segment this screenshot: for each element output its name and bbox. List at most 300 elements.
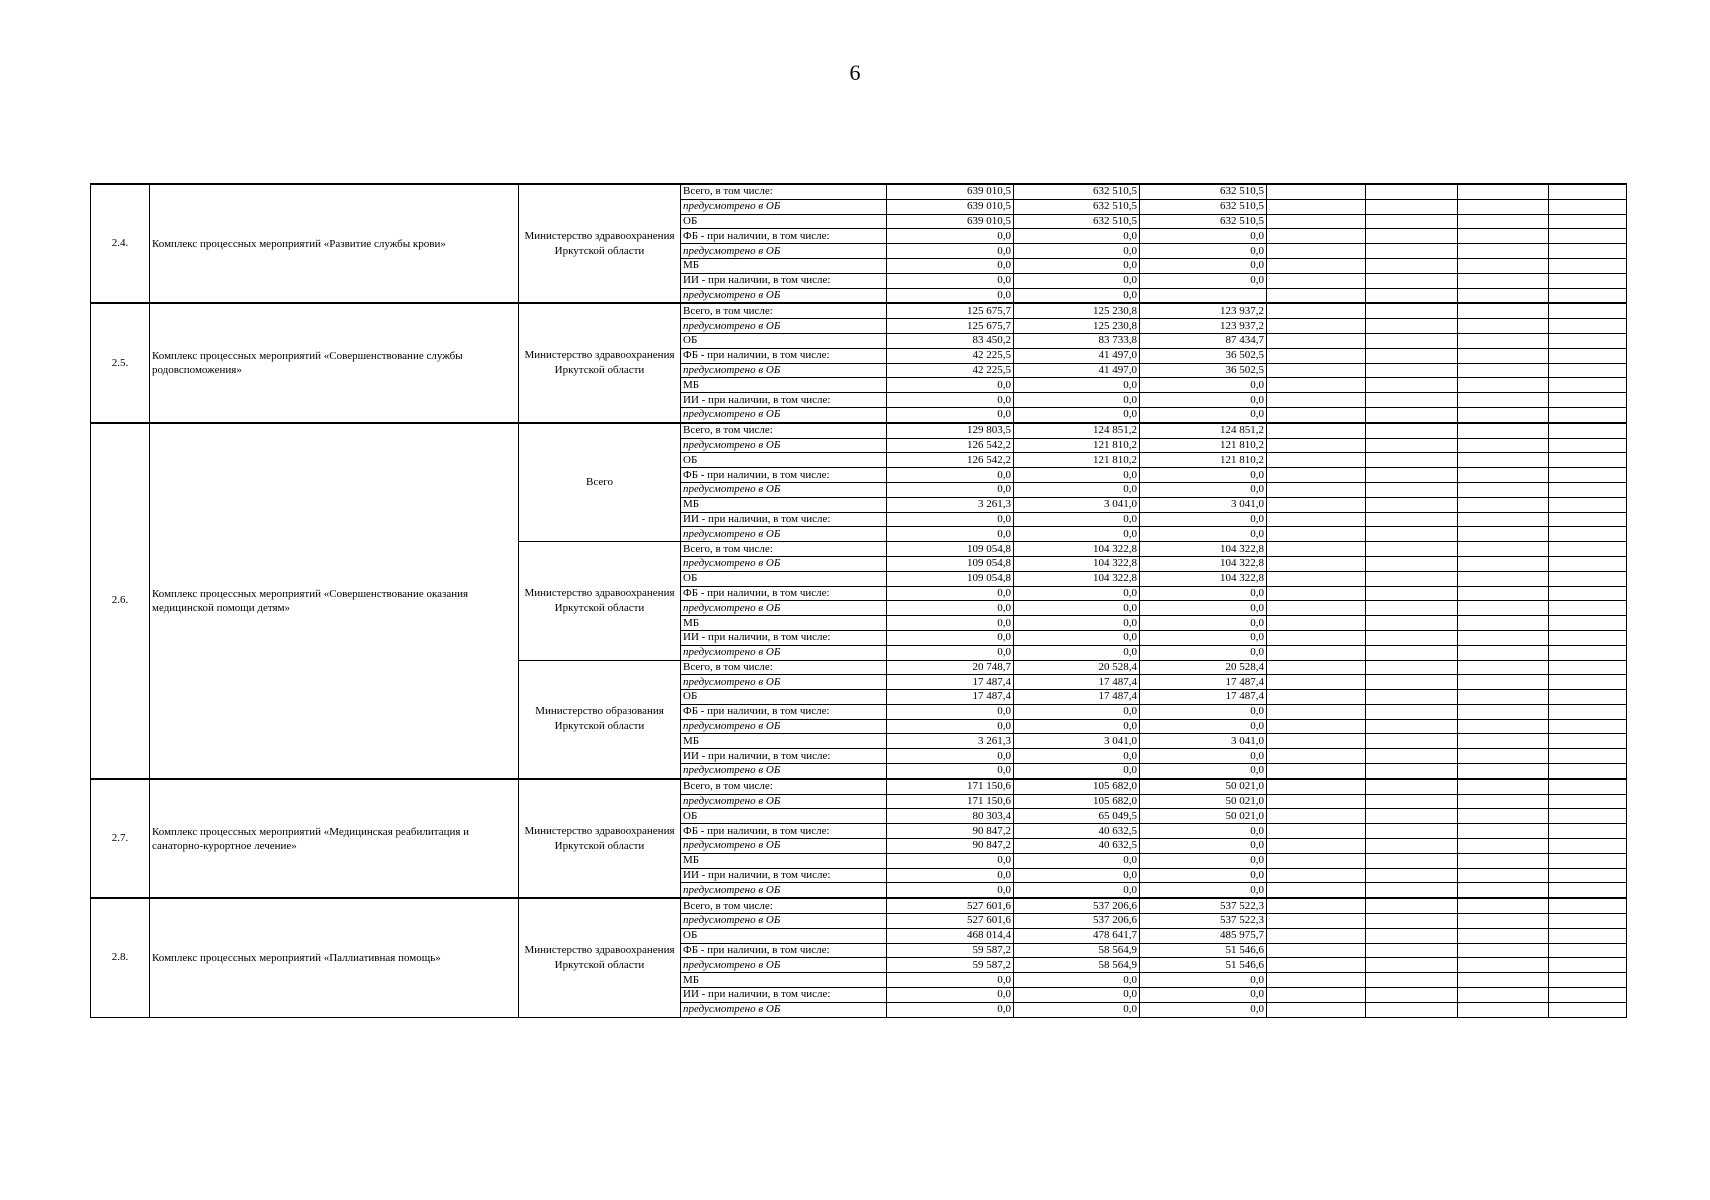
value-year-1: 0,0 — [887, 1002, 1014, 1017]
value-year-3: 17 487,4 — [1140, 690, 1267, 705]
empty-cell — [1267, 988, 1366, 1003]
empty-cell — [1549, 868, 1627, 883]
empty-cell — [1458, 378, 1549, 393]
value-year-1: 0,0 — [887, 868, 1014, 883]
empty-cell — [1549, 1002, 1627, 1017]
value-year-1: 0,0 — [887, 749, 1014, 764]
funding-source-label: ФБ - при наличии, в том числе: — [681, 824, 887, 839]
value-year-1: 3 261,3 — [887, 734, 1014, 749]
value-year-2: 105 682,0 — [1014, 794, 1140, 809]
table-row — [91, 898, 1627, 913]
value-year-3: 537 522,3 — [1140, 898, 1267, 913]
empty-cell — [1267, 438, 1366, 453]
empty-cell — [1267, 660, 1366, 675]
empty-cell — [1458, 883, 1549, 898]
value-year-3: 0,0 — [1140, 229, 1267, 244]
value-year-2: 0,0 — [1014, 586, 1140, 601]
value-year-3: 0,0 — [1140, 468, 1267, 483]
empty-cell — [1458, 393, 1549, 408]
value-year-2: 632 510,5 — [1014, 199, 1140, 214]
empty-cell — [1366, 690, 1458, 705]
value-year-2: 40 632,5 — [1014, 824, 1140, 839]
empty-cell — [1549, 704, 1627, 719]
value-year-3: 0,0 — [1140, 645, 1267, 660]
value-year-1: 126 542,2 — [887, 438, 1014, 453]
funding-source-label: МБ — [681, 734, 887, 749]
empty-cell — [1366, 839, 1458, 854]
funding-source-label: ФБ - при наличии, в том числе: — [681, 229, 887, 244]
value-year-3: 104 322,8 — [1140, 542, 1267, 557]
funding-source-label: предусмотрено в ОБ — [681, 244, 887, 259]
value-year-2: 0,0 — [1014, 601, 1140, 616]
value-year-3: 0,0 — [1140, 883, 1267, 898]
empty-cell — [1549, 199, 1627, 214]
funding-source-label: предусмотрено в ОБ — [681, 764, 887, 779]
empty-cell — [1549, 214, 1627, 229]
empty-cell — [1458, 958, 1549, 973]
value-year-1: 639 010,5 — [887, 184, 1014, 199]
empty-cell — [1549, 363, 1627, 378]
funding-source-label: ОБ — [681, 453, 887, 468]
value-year-3: 0,0 — [1140, 616, 1267, 631]
empty-cell — [1458, 468, 1549, 483]
empty-cell — [1549, 586, 1627, 601]
empty-cell — [1458, 556, 1549, 571]
value-year-3: 51 546,6 — [1140, 943, 1267, 958]
value-year-3: 121 810,2 — [1140, 438, 1267, 453]
empty-cell — [1549, 914, 1627, 929]
empty-cell — [1549, 556, 1627, 571]
empty-cell — [1267, 914, 1366, 929]
executor-name: Министерство образования Иркутской области — [519, 660, 681, 779]
value-year-1: 171 150,6 — [887, 794, 1014, 809]
empty-cell — [1458, 988, 1549, 1003]
empty-cell — [1549, 407, 1627, 422]
value-year-2: 0,0 — [1014, 868, 1140, 883]
empty-cell — [1549, 749, 1627, 764]
value-year-2: 125 230,8 — [1014, 303, 1140, 318]
value-year-2: 0,0 — [1014, 704, 1140, 719]
value-year-1: 468 014,4 — [887, 928, 1014, 943]
value-year-2: 0,0 — [1014, 883, 1140, 898]
empty-cell — [1458, 809, 1549, 824]
empty-cell — [1458, 704, 1549, 719]
empty-cell — [1549, 512, 1627, 527]
value-year-3: 0,0 — [1140, 586, 1267, 601]
empty-cell — [1267, 586, 1366, 601]
empty-cell — [1366, 734, 1458, 749]
value-year-3: 485 975,7 — [1140, 928, 1267, 943]
value-year-3: 0,0 — [1140, 704, 1267, 719]
empty-cell — [1458, 914, 1549, 929]
table-row — [91, 184, 1627, 199]
value-year-1: 0,0 — [887, 616, 1014, 631]
funding-source-label: предусмотрено в ОБ — [681, 363, 887, 378]
empty-cell — [1267, 497, 1366, 512]
value-year-1: 527 601,6 — [887, 914, 1014, 929]
value-year-3: 0,0 — [1140, 482, 1267, 497]
empty-cell — [1549, 883, 1627, 898]
section-name: Комплекс процессных мероприятий «Совершенствование оказания медицинской помощи детям» — [150, 423, 519, 779]
empty-cell — [1549, 675, 1627, 690]
value-year-2: 0,0 — [1014, 273, 1140, 288]
empty-cell — [1458, 764, 1549, 779]
value-year-3: 0,0 — [1140, 244, 1267, 259]
empty-cell — [1267, 423, 1366, 438]
empty-cell — [1458, 824, 1549, 839]
funding-source-label: ФБ - при наличии, в том числе: — [681, 586, 887, 601]
value-year-1: 0,0 — [887, 853, 1014, 868]
budget-table — [90, 183, 1627, 1018]
value-year-2: 0,0 — [1014, 764, 1140, 779]
empty-cell — [1549, 958, 1627, 973]
empty-cell — [1458, 794, 1549, 809]
section-number: 2.5. — [91, 303, 150, 422]
empty-cell — [1267, 378, 1366, 393]
empty-cell — [1366, 779, 1458, 794]
executor-name: Министерство здравоохранения Иркутской области — [519, 898, 681, 1017]
empty-cell — [1458, 527, 1549, 542]
funding-source-label: предусмотрено в ОБ — [681, 883, 887, 898]
empty-cell — [1458, 734, 1549, 749]
value-year-3: 0,0 — [1140, 393, 1267, 408]
value-year-3 — [1140, 288, 1267, 303]
empty-cell — [1366, 288, 1458, 303]
table-row — [91, 779, 1627, 794]
empty-cell — [1267, 556, 1366, 571]
empty-cell — [1366, 883, 1458, 898]
value-year-3: 0,0 — [1140, 630, 1267, 645]
empty-cell — [1458, 690, 1549, 705]
empty-cell — [1458, 868, 1549, 883]
empty-cell — [1366, 303, 1458, 318]
value-year-1: 80 303,4 — [887, 809, 1014, 824]
funding-source-label: предусмотрено в ОБ — [681, 288, 887, 303]
empty-cell — [1267, 229, 1366, 244]
empty-cell — [1549, 824, 1627, 839]
empty-cell — [1458, 407, 1549, 422]
empty-cell — [1267, 645, 1366, 660]
empty-cell — [1366, 1002, 1458, 1017]
section-number: 2.7. — [91, 779, 150, 898]
empty-cell — [1267, 601, 1366, 616]
value-year-3: 123 937,2 — [1140, 303, 1267, 318]
empty-cell — [1458, 303, 1549, 318]
funding-source-label: предусмотрено в ОБ — [681, 601, 887, 616]
empty-cell — [1549, 601, 1627, 616]
empty-cell — [1549, 423, 1627, 438]
funding-source-label: ОБ — [681, 214, 887, 229]
empty-cell — [1366, 229, 1458, 244]
section-number: 2.4. — [91, 184, 150, 303]
funding-source-label: ОБ — [681, 571, 887, 586]
empty-cell — [1267, 616, 1366, 631]
empty-cell — [1458, 571, 1549, 586]
funding-source-label: предусмотрено в ОБ — [681, 958, 887, 973]
funding-source-label: ОБ — [681, 928, 887, 943]
value-year-2: 0,0 — [1014, 244, 1140, 259]
value-year-3: 87 434,7 — [1140, 333, 1267, 348]
empty-cell — [1366, 616, 1458, 631]
empty-cell — [1549, 719, 1627, 734]
value-year-2: 0,0 — [1014, 645, 1140, 660]
empty-cell — [1267, 303, 1366, 318]
empty-cell — [1366, 438, 1458, 453]
section-number: 2.8. — [91, 898, 150, 1017]
empty-cell — [1549, 630, 1627, 645]
value-year-2: 125 230,8 — [1014, 319, 1140, 334]
value-year-2: 0,0 — [1014, 288, 1140, 303]
value-year-3: 3 041,0 — [1140, 497, 1267, 512]
value-year-3: 537 522,3 — [1140, 914, 1267, 929]
value-year-2: 0,0 — [1014, 512, 1140, 527]
empty-cell — [1549, 794, 1627, 809]
value-year-1: 527 601,6 — [887, 898, 1014, 913]
empty-cell — [1458, 423, 1549, 438]
value-year-2: 58 564,9 — [1014, 943, 1140, 958]
value-year-2: 0,0 — [1014, 229, 1140, 244]
value-year-1: 0,0 — [887, 512, 1014, 527]
empty-cell — [1267, 288, 1366, 303]
empty-cell — [1267, 958, 1366, 973]
value-year-2: 3 041,0 — [1014, 734, 1140, 749]
empty-cell — [1267, 898, 1366, 913]
value-year-2: 0,0 — [1014, 630, 1140, 645]
value-year-2: 104 322,8 — [1014, 542, 1140, 557]
empty-cell — [1458, 898, 1549, 913]
empty-cell — [1549, 660, 1627, 675]
empty-cell — [1267, 393, 1366, 408]
empty-cell — [1267, 184, 1366, 199]
value-year-1: 83 450,2 — [887, 333, 1014, 348]
empty-cell — [1267, 630, 1366, 645]
funding-source-label: предусмотрено в ОБ — [681, 319, 887, 334]
value-year-1: 90 847,2 — [887, 839, 1014, 854]
empty-cell — [1458, 839, 1549, 854]
value-year-2: 17 487,4 — [1014, 690, 1140, 705]
value-year-1: 59 587,2 — [887, 958, 1014, 973]
empty-cell — [1458, 1002, 1549, 1017]
empty-cell — [1366, 497, 1458, 512]
empty-cell — [1549, 779, 1627, 794]
value-year-1: 0,0 — [887, 988, 1014, 1003]
value-year-3: 36 502,5 — [1140, 348, 1267, 363]
funding-source-label: ФБ - при наличии, в том числе: — [681, 704, 887, 719]
value-year-2: 124 851,2 — [1014, 423, 1140, 438]
funding-source-label: Всего, в том числе: — [681, 660, 887, 675]
empty-cell — [1267, 749, 1366, 764]
empty-cell — [1267, 704, 1366, 719]
empty-cell — [1366, 764, 1458, 779]
value-year-3: 0,0 — [1140, 719, 1267, 734]
funding-source-label: МБ — [681, 258, 887, 273]
table-body — [91, 184, 1627, 1017]
funding-source-label: ИИ - при наличии, в том числе: — [681, 630, 887, 645]
empty-cell — [1366, 199, 1458, 214]
empty-cell — [1549, 288, 1627, 303]
value-year-3: 50 021,0 — [1140, 794, 1267, 809]
empty-cell — [1267, 973, 1366, 988]
section-name: Комплекс процессных мероприятий «Паллиативная помощь» — [150, 898, 519, 1017]
empty-cell — [1366, 704, 1458, 719]
funding-source-label: Всего, в том числе: — [681, 423, 887, 438]
value-year-3: 0,0 — [1140, 973, 1267, 988]
empty-cell — [1549, 973, 1627, 988]
funding-source-label: ИИ - при наличии, в том числе: — [681, 749, 887, 764]
value-year-1: 0,0 — [887, 645, 1014, 660]
value-year-1: 0,0 — [887, 273, 1014, 288]
empty-cell — [1458, 229, 1549, 244]
value-year-1: 59 587,2 — [887, 943, 1014, 958]
empty-cell — [1549, 988, 1627, 1003]
empty-cell — [1366, 719, 1458, 734]
value-year-3: 104 322,8 — [1140, 556, 1267, 571]
value-year-2: 478 641,7 — [1014, 928, 1140, 943]
value-year-3: 632 510,5 — [1140, 199, 1267, 214]
value-year-1: 639 010,5 — [887, 199, 1014, 214]
value-year-1: 0,0 — [887, 527, 1014, 542]
value-year-1: 0,0 — [887, 378, 1014, 393]
empty-cell — [1267, 928, 1366, 943]
empty-cell — [1549, 482, 1627, 497]
value-year-1: 0,0 — [887, 229, 1014, 244]
empty-cell — [1549, 468, 1627, 483]
table-row — [91, 303, 1627, 318]
value-year-3: 0,0 — [1140, 839, 1267, 854]
empty-cell — [1458, 333, 1549, 348]
value-year-1: 20 748,7 — [887, 660, 1014, 675]
empty-cell — [1549, 184, 1627, 199]
value-year-3: 20 528,4 — [1140, 660, 1267, 675]
empty-cell — [1267, 853, 1366, 868]
empty-cell — [1267, 214, 1366, 229]
empty-cell — [1458, 497, 1549, 512]
value-year-3: 0,0 — [1140, 868, 1267, 883]
value-year-3: 0,0 — [1140, 749, 1267, 764]
funding-source-label: ИИ - при наличии, в том числе: — [681, 988, 887, 1003]
empty-cell — [1366, 527, 1458, 542]
empty-cell — [1366, 675, 1458, 690]
empty-cell — [1366, 645, 1458, 660]
empty-cell — [1366, 943, 1458, 958]
empty-cell — [1458, 184, 1549, 199]
empty-cell — [1267, 453, 1366, 468]
empty-cell — [1549, 348, 1627, 363]
empty-cell — [1267, 571, 1366, 586]
value-year-3: 0,0 — [1140, 273, 1267, 288]
funding-source-label: ИИ - при наличии, в том числе: — [681, 273, 887, 288]
empty-cell — [1458, 258, 1549, 273]
empty-cell — [1458, 512, 1549, 527]
value-year-2: 83 733,8 — [1014, 333, 1140, 348]
value-year-2: 0,0 — [1014, 378, 1140, 393]
empty-cell — [1549, 438, 1627, 453]
empty-cell — [1267, 512, 1366, 527]
empty-cell — [1458, 273, 1549, 288]
value-year-3: 0,0 — [1140, 764, 1267, 779]
value-year-2: 104 322,8 — [1014, 556, 1140, 571]
funding-source-label: МБ — [681, 497, 887, 512]
empty-cell — [1267, 258, 1366, 273]
value-year-2: 0,0 — [1014, 973, 1140, 988]
empty-cell — [1458, 675, 1549, 690]
value-year-2: 40 632,5 — [1014, 839, 1140, 854]
value-year-3: 0,0 — [1140, 601, 1267, 616]
empty-cell — [1549, 690, 1627, 705]
funding-source-label: предусмотрено в ОБ — [681, 482, 887, 497]
funding-source-label: предусмотрено в ОБ — [681, 407, 887, 422]
value-year-3: 0,0 — [1140, 258, 1267, 273]
empty-cell — [1458, 630, 1549, 645]
empty-cell — [1458, 616, 1549, 631]
empty-cell — [1267, 883, 1366, 898]
empty-cell — [1267, 348, 1366, 363]
section-name: Комплекс процессных мероприятий «Совершенствование службы родовспоможения» — [150, 303, 519, 422]
table-row — [91, 423, 1627, 438]
empty-cell — [1366, 660, 1458, 675]
value-year-1: 0,0 — [887, 244, 1014, 259]
value-year-2: 58 564,9 — [1014, 958, 1140, 973]
empty-cell — [1366, 973, 1458, 988]
empty-cell — [1267, 868, 1366, 883]
empty-cell — [1366, 898, 1458, 913]
value-year-3: 0,0 — [1140, 512, 1267, 527]
empty-cell — [1549, 734, 1627, 749]
empty-cell — [1458, 199, 1549, 214]
empty-cell — [1458, 348, 1549, 363]
empty-cell — [1366, 988, 1458, 1003]
empty-cell — [1366, 482, 1458, 497]
funding-source-label: ИИ - при наличии, в том числе: — [681, 512, 887, 527]
empty-cell — [1267, 764, 1366, 779]
empty-cell — [1458, 973, 1549, 988]
value-year-2: 0,0 — [1014, 988, 1140, 1003]
funding-source-label: ФБ - при наличии, в том числе: — [681, 348, 887, 363]
executor-name: Всего — [519, 423, 681, 542]
empty-cell — [1366, 794, 1458, 809]
value-year-2: 0,0 — [1014, 527, 1140, 542]
value-year-2: 632 510,5 — [1014, 184, 1140, 199]
value-year-1: 109 054,8 — [887, 542, 1014, 557]
empty-cell — [1458, 928, 1549, 943]
value-year-1: 0,0 — [887, 468, 1014, 483]
value-year-1: 0,0 — [887, 630, 1014, 645]
funding-source-label: МБ — [681, 616, 887, 631]
empty-cell — [1366, 556, 1458, 571]
funding-source-label: ИИ - при наличии, в том числе: — [681, 868, 887, 883]
value-year-2: 105 682,0 — [1014, 779, 1140, 794]
funding-source-label: Всего, в том числе: — [681, 898, 887, 913]
value-year-1: 0,0 — [887, 482, 1014, 497]
value-year-2: 0,0 — [1014, 749, 1140, 764]
value-year-2: 0,0 — [1014, 258, 1140, 273]
value-year-2: 3 041,0 — [1014, 497, 1140, 512]
empty-cell — [1267, 794, 1366, 809]
empty-cell — [1267, 779, 1366, 794]
empty-cell — [1549, 453, 1627, 468]
value-year-1: 125 675,7 — [887, 303, 1014, 318]
empty-cell — [1366, 423, 1458, 438]
empty-cell — [1267, 482, 1366, 497]
value-year-3: 104 322,8 — [1140, 571, 1267, 586]
empty-cell — [1549, 809, 1627, 824]
empty-cell — [1366, 809, 1458, 824]
empty-cell — [1267, 809, 1366, 824]
empty-cell — [1366, 393, 1458, 408]
value-year-3: 632 510,5 — [1140, 214, 1267, 229]
empty-cell — [1549, 571, 1627, 586]
empty-cell — [1458, 645, 1549, 660]
